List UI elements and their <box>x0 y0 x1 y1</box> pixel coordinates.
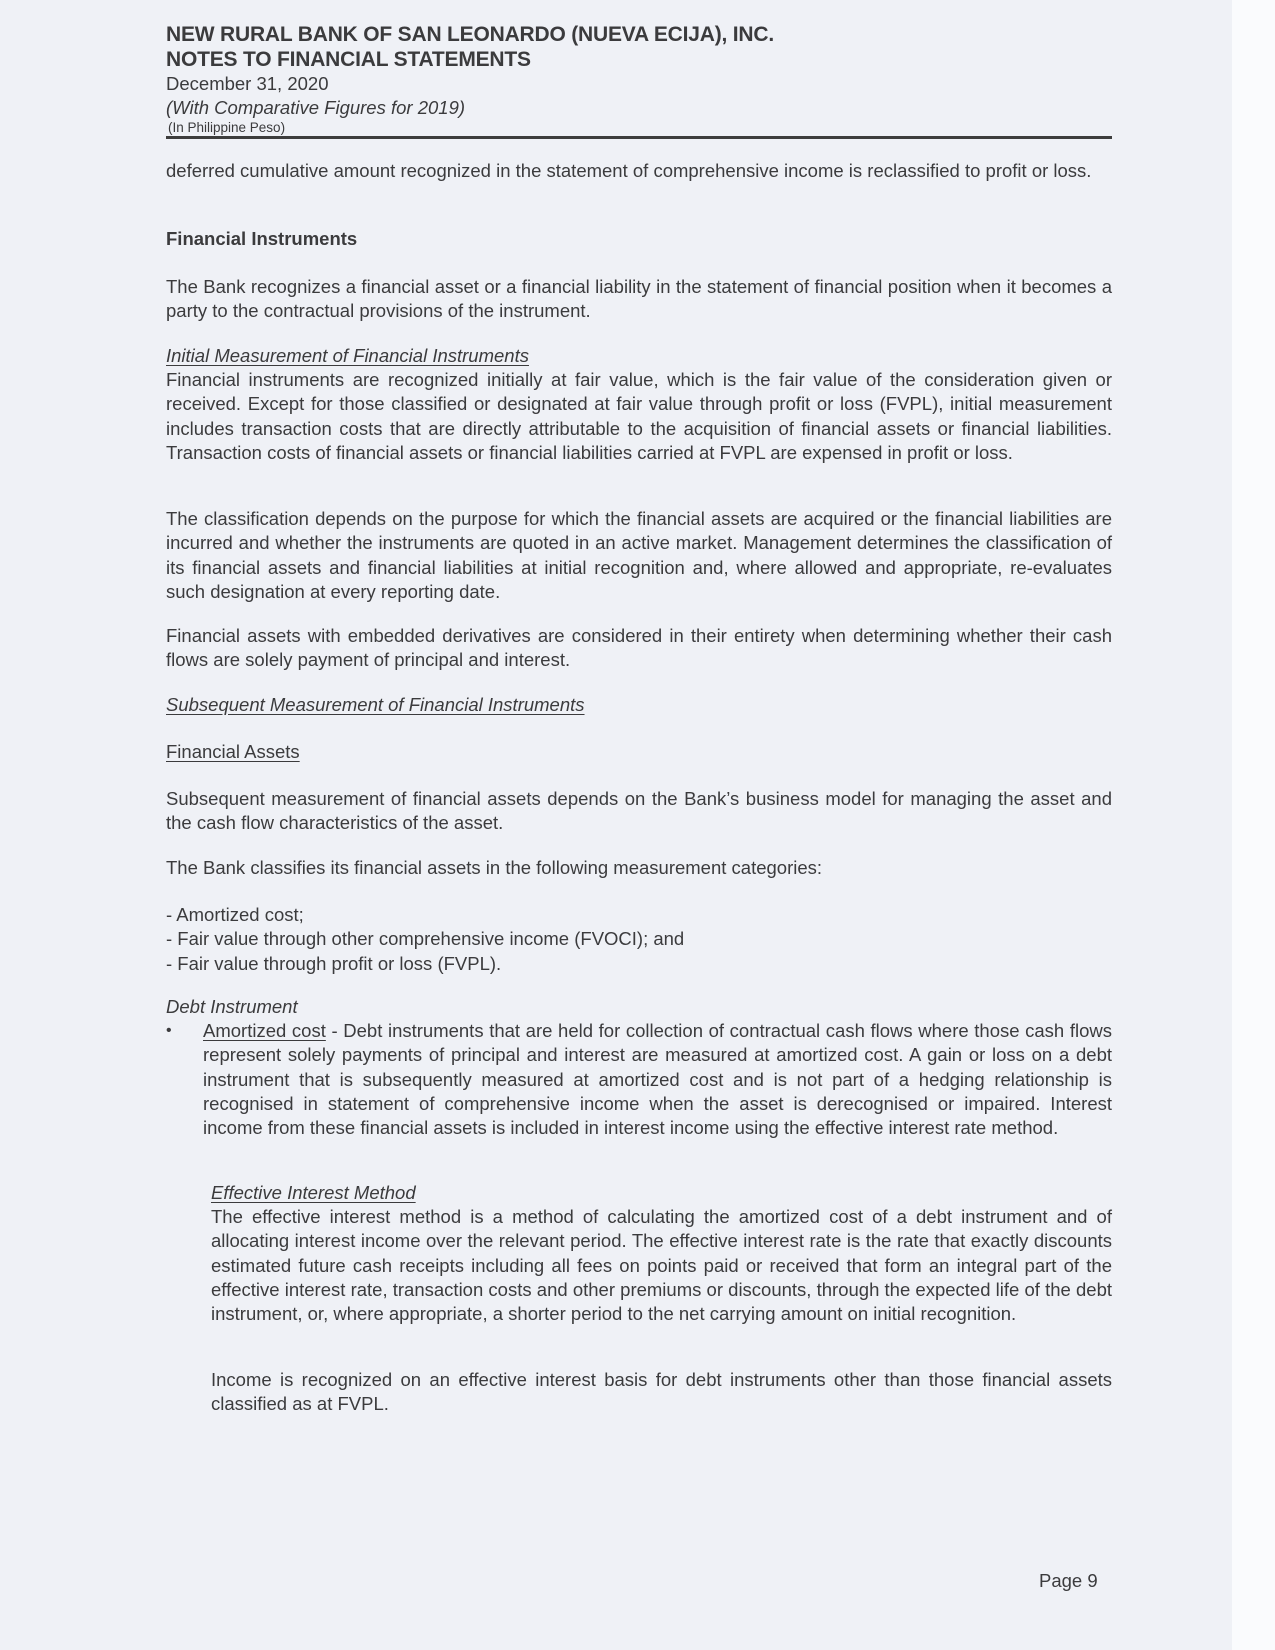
header-divider <box>166 136 1112 139</box>
list-item: - Fair value through profit or loss (FVPL). <box>166 952 502 974</box>
amortized-cost-paragraph <box>203 1019 1112 1140</box>
initial-measurement-heading: Initial Measurement of Financial Instruments <box>166 345 529 366</box>
effective-interest-paragraph: The effective interest method is a method of calculating the amortized cost of a debt instrument and of allocating interest income over the relevant period. The effective interest rate is the rate that exactly discounts estimated future cash receipts including all fees on points paid or received that form an integral part of the effective interest rate, transaction costs and other premiums or discounts, through the expected life of the debt instrument, or, where appropriate, a shorter period to the net carrying amount on initial recognition. <box>211 1206 1112 1325</box>
amortized-cost-bullet <box>166 1019 1112 1140</box>
subsequent-measurement-heading: Subsequent Measurement of Financial Instruments <box>166 694 585 715</box>
section-heading: Financial Instruments <box>166 228 358 249</box>
continuation-paragraph: deferred cumulative amount recognized in the statement of comprehensive income is reclassified to profit or loss. <box>166 160 1092 181</box>
currency-note: (In Philippine Peso) <box>168 120 286 135</box>
bullet-icon: • <box>166 1022 172 1039</box>
list-item: - Fair value through other comprehensive income (FVOCI); and <box>166 928 685 950</box>
company-name: NEW RURAL BANK OF SAN LEONARDO (NUEVA ECIJA), INC. <box>166 23 774 46</box>
debt-instrument-heading: Debt Instrument <box>166 996 298 1017</box>
categories-list <box>166 903 1112 976</box>
categories-intro: The Bank classifies its financial assets in the following measurement categories: <box>166 857 823 878</box>
amortized-cost-text: - Debt instruments that are held for collection of contractual cash flows where those cash flows represent solely payments of principal and interest are measured at amortized cost. A gain or loss on a debt instrument that is subsequently measured at amortized cost and is not part of a hedging relationship is recognised in statement of comprehensive income when the asset is derecognised or impaired. Interest income from these financial assets is included in interest income using the effective interest rate method. <box>203 1020 1112 1139</box>
page-number: Page 9 <box>1039 1570 1098 1591</box>
page-edge <box>1232 0 1275 1650</box>
financial-assets-heading: Financial Assets <box>166 741 300 762</box>
subsequent-measurement-paragraph: Subsequent measurement of financial assets depends on the Bank’s business model for managing the asset and the cash flow characteristics of the asset. <box>166 788 1112 834</box>
classification-paragraph: The classification depends on the purpose for which the financial assets are acquired or the financial liabilities are incurred and whether the instruments are quoted in an active market. Management determines the classification of its financial assets and financial liabilities at initial recognition and, where allowed and appropriate, re-evaluates such designation at every reporting date. <box>166 508 1112 602</box>
statement-date: December 31, 2020 <box>166 73 329 94</box>
document-title: NOTES TO FINANCIAL STATEMENTS <box>166 48 531 71</box>
embedded-derivatives-paragraph: Financial assets with embedded derivatives are considered in their entirety when determining whether their cash flows are solely payment of principal and interest. <box>166 625 1112 671</box>
income-recognition-paragraph: Income is recognized on an effective interest basis for debt instruments other than those financial assets classified as at FVPL. <box>211 1369 1112 1415</box>
recognition-paragraph: The Bank recognizes a financial asset or a financial liability in the statement of financial position when it becomes a party to the contractual provisions of the instrument. <box>166 276 1112 322</box>
list-item: - Amortized cost; <box>166 904 304 925</box>
comparative-note: (With Comparative Figures for 2019) <box>166 97 466 118</box>
effective-interest-heading: Effective Interest Method <box>211 1182 416 1203</box>
document-page <box>166 22 1112 1415</box>
initial-measurement-paragraph: Financial instruments are recognized initially at fair value, which is the fair value of the consideration given or received. Except for those classified or designated at fair value through profit or loss (FVPL), initial measurement includes transaction costs that are directly attributable to the acquisition of financial assets or financial liabilities. Transaction costs of financial assets or financial liabilities carried at FVPL are expensed in profit or loss. <box>166 369 1112 463</box>
amortized-cost-label: Amortized cost <box>203 1020 326 1041</box>
